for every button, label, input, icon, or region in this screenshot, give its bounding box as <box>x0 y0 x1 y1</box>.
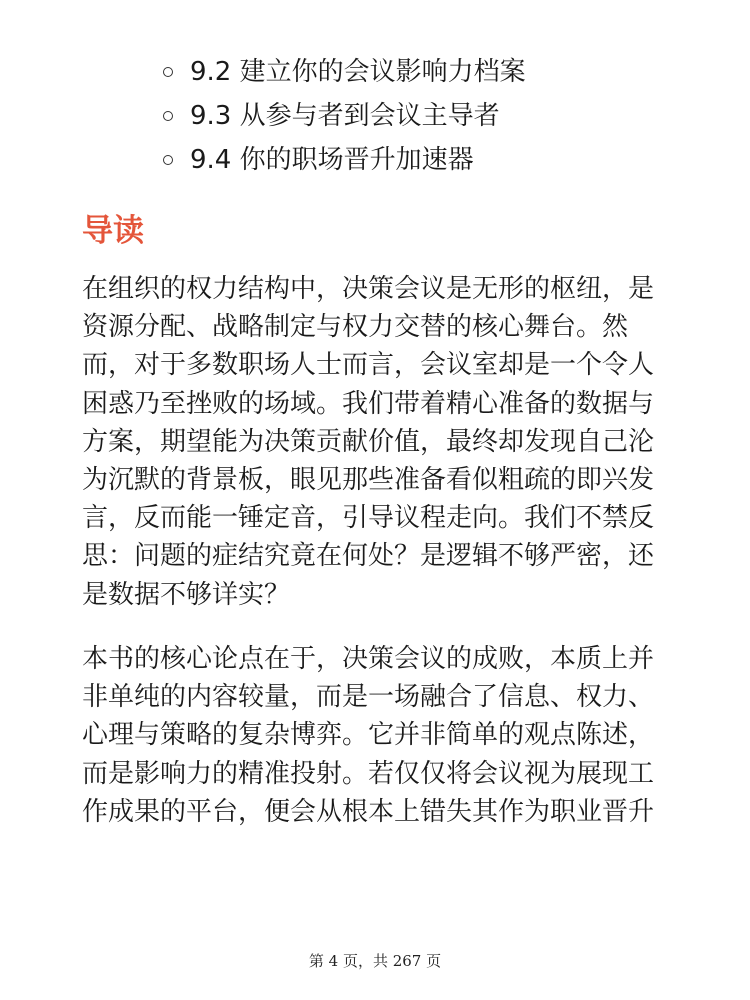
paragraph-line: 思：问题的症结究竟在何处？是逻辑不够严密，还 <box>82 541 655 572</box>
paragraph-line: 为沉默的背景板，眼见那些准备看似粗疏的即兴发 <box>82 465 655 496</box>
paragraph-line: 而，对于多数职场人士而言，会议室却是一个令人 <box>82 350 655 381</box>
hollow-circle-bullet-icon <box>163 67 173 77</box>
paragraph-line: 困惑乃至挫败的场域。我们带着精心准备的数据与 <box>82 388 655 419</box>
toc-item[interactable] <box>160 138 526 182</box>
toc-item-label: 9.2 建立你的会议影响力档案 <box>190 57 526 87</box>
section-heading: 导读 <box>82 213 144 249</box>
toc-item-label: 9.4 你的职场晋升加速器 <box>190 145 474 175</box>
paragraph-line: 作成果的平台，便会从根本上错失其作为职业晋升 <box>82 796 655 827</box>
paragraph-line: 是数据不够详实？ <box>82 579 291 610</box>
toc-item-label: 9.3 从参与者到会议主导者 <box>190 101 500 131</box>
paragraph-line: 言，反而能一锤定音，引导议程走向。我们不禁反 <box>82 503 655 534</box>
paragraph-line: 在组织的权力结构中，决策会议是无形的枢纽，是 <box>82 274 655 304</box>
paragraph-line: 本书的核心论点在于，决策会议的成败，本质上并 <box>82 644 655 674</box>
body-paragraph <box>82 270 654 614</box>
paragraph-line: 非单纯的内容较量，而是一场融合了信息、权力、 <box>82 682 655 713</box>
toc-item[interactable] <box>160 50 526 94</box>
hollow-circle-bullet-icon <box>163 111 173 121</box>
paragraph-line: 而是影响力的精准投射。若仅仅将会议视为展现工 <box>82 758 655 789</box>
paragraph-line: 资源分配、战略制定与权力交替的核心舞台。然 <box>82 312 629 343</box>
paragraph-line: 方案，期望能为决策贡献价值，最终却发现自己沦 <box>82 426 655 457</box>
body-paragraph <box>82 640 654 831</box>
page-number-footer: 第 4 页，共 267 页 <box>308 952 442 970</box>
toc-list <box>160 50 526 182</box>
toc-item[interactable] <box>160 94 526 138</box>
hollow-circle-bullet-icon <box>163 155 173 165</box>
paragraph-line: 心理与策略的复杂博弈。它并非简单的观点陈述， <box>82 720 655 751</box>
